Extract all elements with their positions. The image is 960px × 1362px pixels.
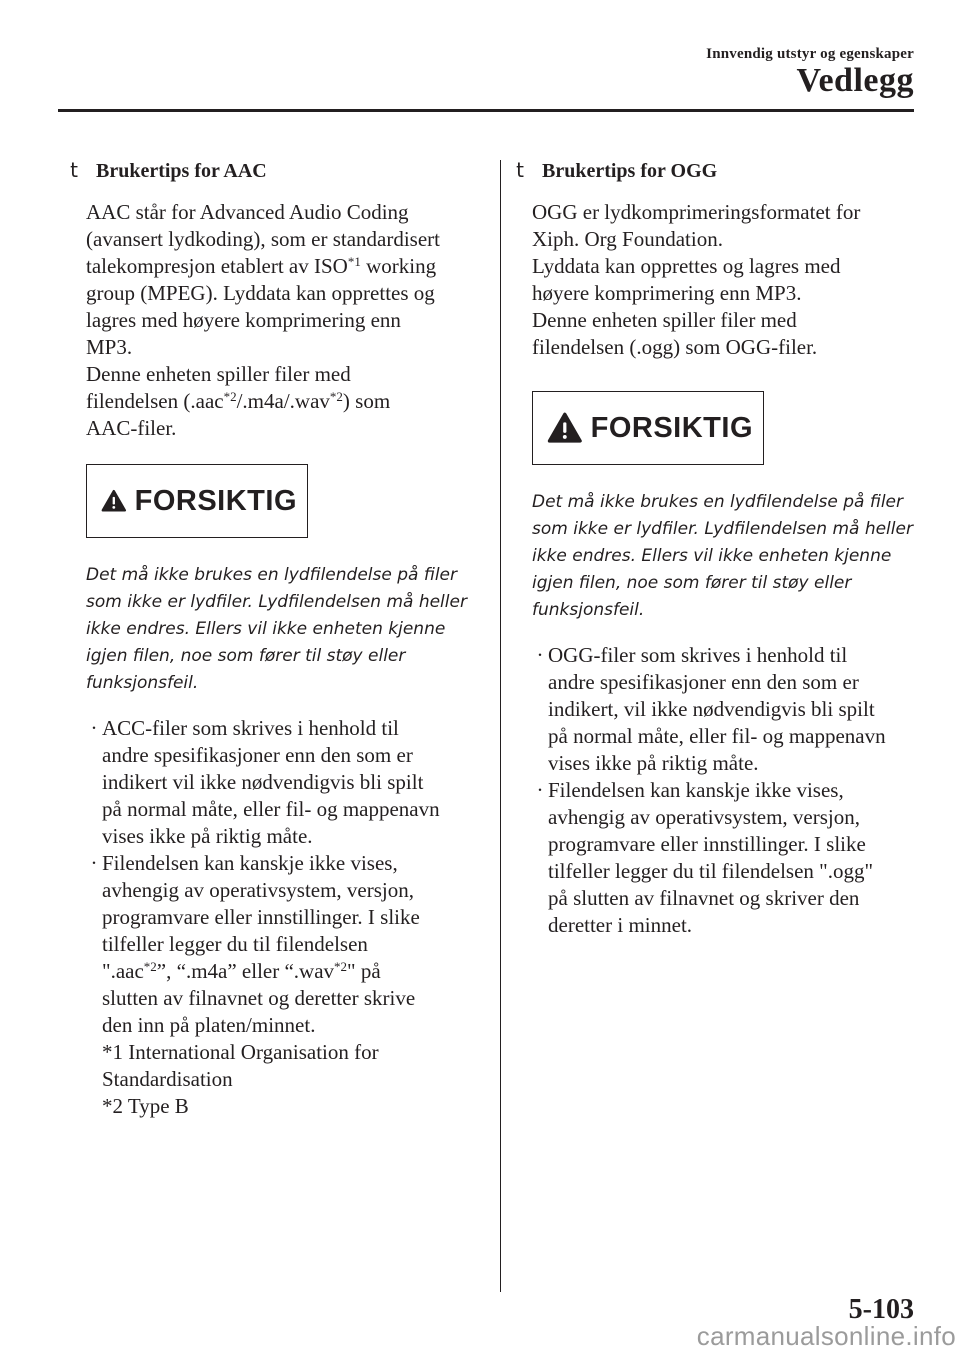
aac-intro-part3: /.m4a/.wav — [236, 389, 330, 413]
aac-intro-part4: ) som AAC-filer. — [86, 389, 391, 440]
ogg-bullet-list — [532, 642, 922, 939]
running-header-chapter: Vedlegg — [796, 62, 914, 99]
left-column — [66, 158, 484, 1120]
aac-section-heading — [66, 158, 484, 183]
caution-text-aac: Det må ikke brukes en lydfilendelse på filer som ikke er lydfiler. Lydfilendelsen må heller ikke endres. Ellers vil ikke enheten kjenne igjen filen, noe som fører til støy eller funksjonsfeil. — [86, 565, 467, 693]
watermark: carmanualsonline.info — [696, 1321, 956, 1351]
header-rule — [58, 109, 914, 112]
heading-marker-icon: t — [70, 158, 78, 182]
bullet-text: Filendelsen kan kanskje ikke vises, avhengig av operativsystem, versjon, programvare eller innstillinger. I slike tilfeller legger du til filendelsen ".ogg" på slutten av filnavnet og skriver den deretter i minnet. — [548, 778, 874, 937]
bullet-text: ACC-filer som skrives i henhold til andre spesifikasjoner enn den som er indikert vil ikke nødvendigvis bli spilt på normal måte, eller fil- og mappenavn vises ikke på riktig måte. — [102, 716, 440, 848]
list-item — [532, 777, 922, 939]
aac-bullet-list — [86, 715, 484, 1039]
footnotes — [102, 1039, 484, 1120]
footnote-ref: *2 — [329, 389, 343, 404]
list-item — [532, 642, 922, 777]
running-header-section: Innvendig utstyr og egenskaper — [706, 46, 914, 62]
bullet-text-part1: Filendelsen kan kanskje ikke vises, avhengig av operativsystem, versjon, programvare eller innstillinger. I slike tilfeller legger du til filendelsen ".aac — [102, 851, 420, 983]
bullet-icon: · — [536, 778, 544, 802]
warning-triangle-icon — [547, 408, 583, 448]
footnote-ref: *1 — [347, 254, 361, 269]
footnote-2: *2 Type B — [102, 1094, 189, 1118]
footnote-ref: *2 — [334, 959, 348, 974]
ogg-intro-paragraph: OGG er lydkomprimeringsformatet for Xiph. Org Foundation. Lyddata kan opprettes og lagres med høyere komprimering enn MP3. Denne enheten spiller filer med filendelsen (.ogg) som OGG-filer. — [532, 200, 861, 359]
ogg-section-heading — [512, 158, 922, 183]
footnote-ref: *2 — [143, 959, 157, 974]
bullet-icon: · — [90, 851, 98, 875]
column-divider — [500, 160, 501, 1292]
aac-heading-text: Brukertips for AAC — [96, 160, 267, 182]
bullet-text-part2: ”, “.m4a” eller “.wav — [156, 959, 335, 983]
footnote-ref: *2 — [223, 389, 237, 404]
footnote-1: *1 International Organisation for Standardisation — [102, 1040, 379, 1091]
bullet-text — [102, 850, 484, 1039]
aac-intro-part2: working group (MPEG). Lyddata kan opprettes og lagres med høyere komprimering enn MP3. Denne enheten spiller filer med filendelsen (.aac — [86, 254, 437, 413]
heading-marker-icon: t — [516, 158, 524, 182]
list-item — [86, 850, 484, 1039]
caution-label: FORSIKTIG — [590, 411, 753, 444]
aac-intro-paragraph — [86, 199, 484, 442]
caution-box-aac — [86, 464, 308, 538]
caution-text-ogg: Det må ikke brukes en lydfilendelse på filer som ikke er lydfiler. Lydfilendelsen må heller ikke endres. Ellers vil ikke enheten kjenne igjen filen, noe som fører til støy eller funksjonsfeil. — [532, 492, 913, 620]
caution-box-ogg — [532, 391, 764, 465]
bullet-text: OGG-filer som skrives i henhold til andre spesifikasjoner enn den som er indikert, vil ikke nødvendigvis bli spilt på normal måte, eller fil- og mappenavn vises ikke på riktig måte. — [548, 643, 886, 775]
page-number: 5-103 — [848, 1294, 914, 1325]
bullet-text-part3: " på slutten av filnavnet og deretter skrive den inn på platen/minnet. — [102, 959, 416, 1037]
list-item — [86, 715, 484, 850]
right-column — [512, 158, 922, 939]
ogg-heading-text: Brukertips for OGG — [542, 160, 718, 182]
bullet-icon: · — [90, 716, 98, 740]
aac-intro-part1: AAC står for Advanced Audio Coding (avansert lydkoding), som er standardisert talekompresjon etablert av ISO — [86, 200, 440, 278]
warning-triangle-icon — [101, 481, 127, 521]
bullet-icon: · — [536, 643, 544, 667]
caution-label: FORSIKTIG — [134, 484, 297, 517]
